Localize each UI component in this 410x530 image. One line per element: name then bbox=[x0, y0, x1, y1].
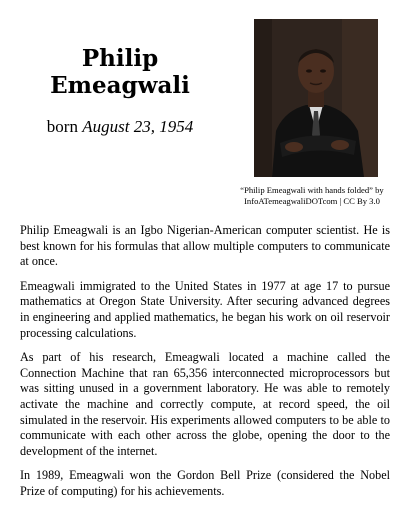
paragraph: Philip Emeagwali is an Igbo Nigerian-American computer scientist. He is best known for his formulas that allow multiple computers to communicate at once. bbox=[20, 223, 390, 269]
photo-caption bbox=[238, 185, 386, 207]
paragraph: In 1989, Emeagwali won the Gordon Bell Prize (considered the Nobel Prize of computing) for his achievements. bbox=[20, 468, 390, 498]
portrait-photo bbox=[254, 19, 378, 177]
born-date: August 23, 1954 bbox=[82, 117, 194, 136]
paragraph: Emeagwali immigrated to the United States in 1977 at age 17 to pursue mathematics at Oregon State University. After securing advanced degrees in engineering and applied mathematics, he began his work on oil reservoir processing calculations. bbox=[20, 278, 390, 340]
birth-date-line bbox=[20, 117, 220, 137]
caption-line-1: “Philip Emeagwali with hands folded” by bbox=[240, 185, 384, 195]
page-title bbox=[20, 45, 220, 99]
biography-body bbox=[20, 223, 390, 509]
name-line-1: Philip bbox=[81, 45, 159, 72]
born-label: born bbox=[46, 117, 78, 136]
paragraph: As part of his research, Emeagwali located a machine called the Connection Machine that ran 65,356 interconnected microprocessors but was sitting unused in a government laboratory. He was able to remotely activate the machine and correctly compute, at record speed, the oil simulated in the reservoir. His experiments allowed computers to be able to communicate with each other across the globe, opening the door to the development of the internet. bbox=[20, 350, 390, 458]
name-line-2: Emeagwali bbox=[50, 72, 190, 99]
caption-line-2: InfoATemeagwaliDOTcom | CC By 3.0 bbox=[244, 196, 380, 206]
portrait-illustration bbox=[254, 19, 378, 177]
